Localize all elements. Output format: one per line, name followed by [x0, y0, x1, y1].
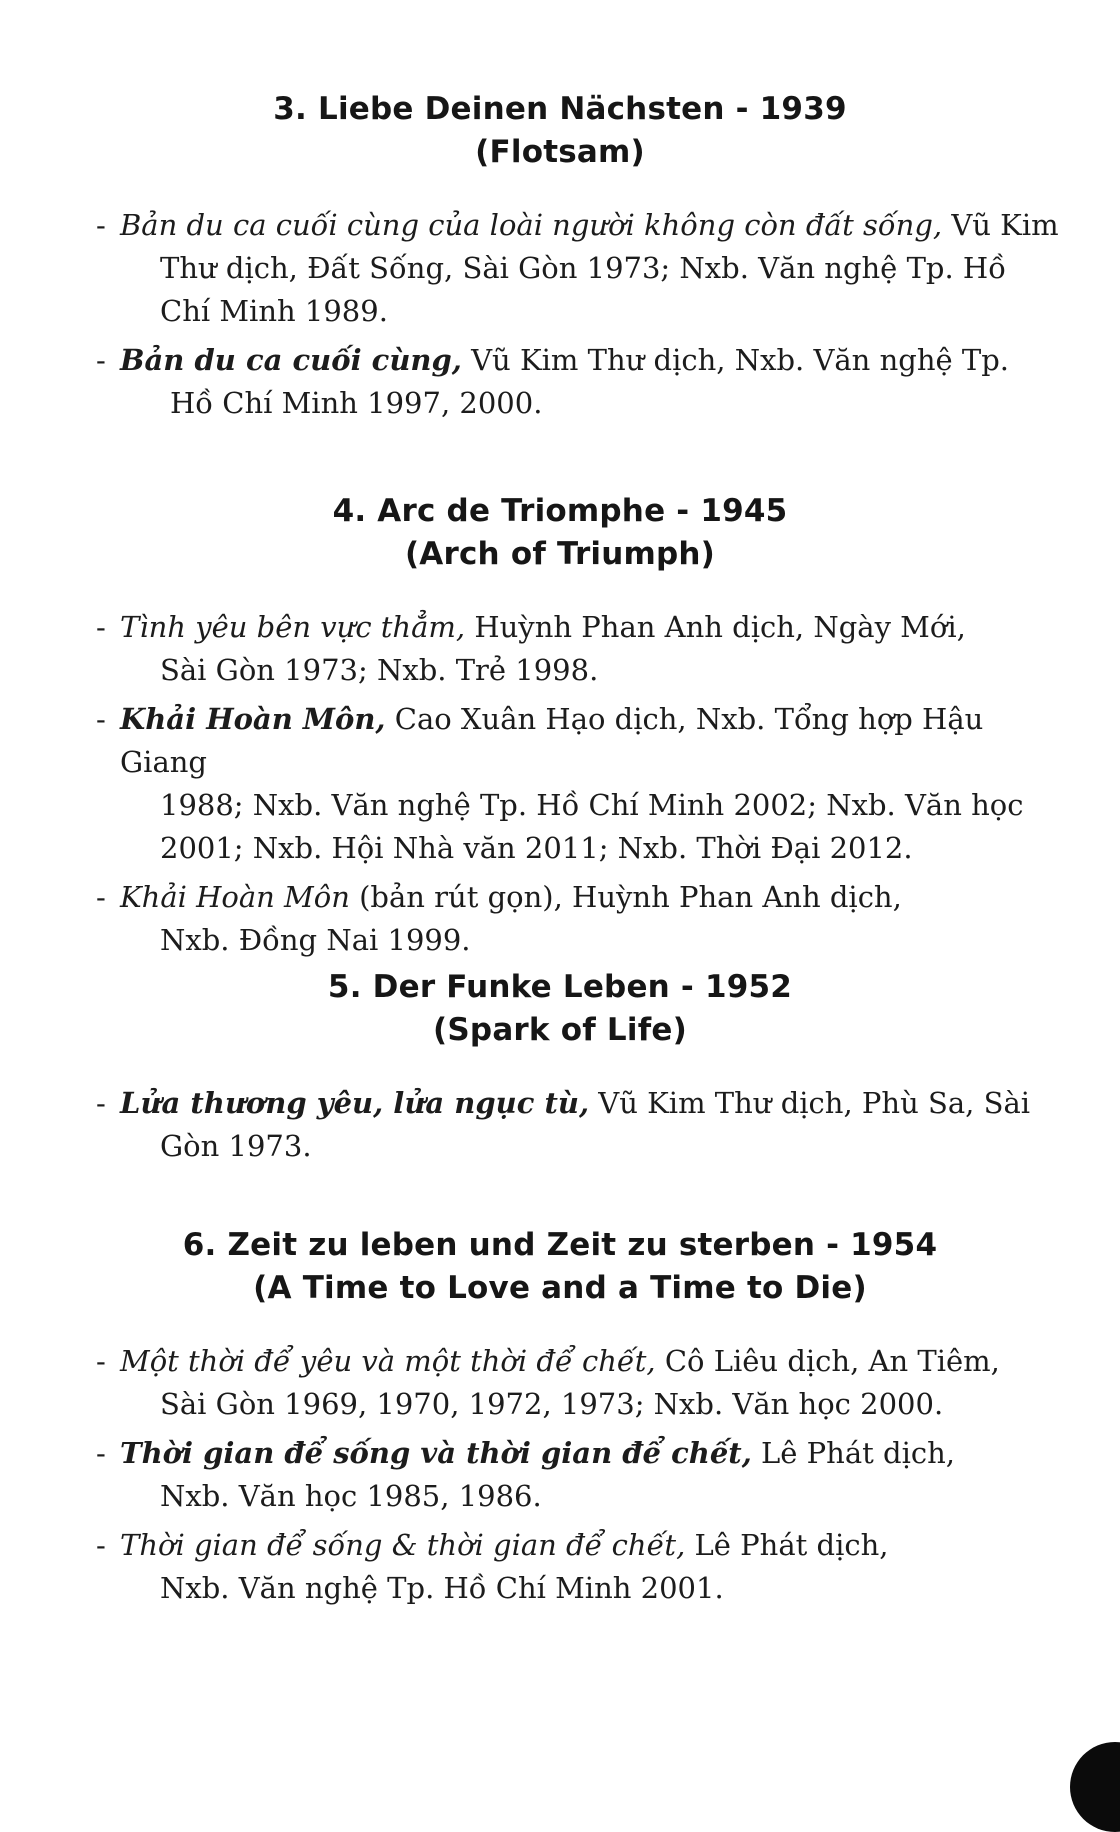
list-dash: -: [96, 208, 106, 242]
list-dash: -: [96, 1528, 106, 1562]
entry-text: Lê Phát dịch,: [685, 1528, 889, 1562]
entry-text: Vũ Kim: [942, 208, 1059, 242]
entry-title: Bản du ca cuối cùng của loài người không còn đất sống,: [120, 208, 943, 242]
translation-entry: [0, 1340, 1060, 1426]
heading-english-title: (Spark of Life): [433, 1012, 687, 1048]
entry-first-line: [120, 876, 1060, 919]
translation-entry: [0, 339, 1060, 425]
section-heading: [0, 88, 1120, 174]
entry-title: Lửa thương yêu, lửa ngục tù,: [120, 1086, 590, 1120]
list-dash: -: [96, 1436, 106, 1470]
list-dash: -: [96, 1086, 106, 1120]
entry-first-line: [120, 1524, 1060, 1567]
entry-text: Gòn 1973.: [160, 1129, 312, 1163]
list-dash: -: [96, 343, 106, 377]
entry-first-line: [120, 606, 1060, 649]
entry-text: Huỳnh Phan Anh dịch, Ngày Mới,: [465, 610, 966, 644]
translation-list: [0, 606, 1120, 962]
section-6: [0, 1224, 1120, 1616]
heading-english-title: (A Time to Love and a Time to Die): [253, 1270, 867, 1306]
entry-text: Nxb. Đồng Nai 1999.: [160, 923, 471, 957]
list-dash: -: [96, 702, 106, 736]
section-heading: [0, 966, 1120, 1052]
section-heading: [0, 490, 1120, 576]
entry-text: Cô Liêu dịch, An Tiêm,: [655, 1344, 1000, 1378]
entry-text: Cao Xuân Hạo dịch, Nxb. Tổng hợp Hậu Giang: [120, 702, 984, 779]
translation-entry: [0, 1432, 1060, 1518]
entry-text: Sài Gòn 1969, 1970, 1972, 1973; Nxb. Văn học 2000.: [160, 1387, 944, 1421]
heading-english-title: (Flotsam): [475, 134, 645, 170]
page-corner-shadow: [1070, 1742, 1120, 1832]
heading-original-title: 5. Der Funke Leben - 1952: [327, 969, 793, 1005]
entry-first-line: [120, 204, 1060, 247]
entry-title: Một thời để yêu và một thời để chết,: [120, 1344, 656, 1378]
entry-first-line: [120, 1082, 1060, 1125]
list-dash: -: [96, 610, 106, 644]
section-heading: [0, 1224, 1120, 1310]
entry-first-line: [120, 339, 1060, 382]
heading-english-title: (Arch of Triumph): [404, 536, 716, 572]
list-dash: -: [96, 1344, 106, 1378]
entry-text: Thư dịch, Đất Sống, Sài Gòn 1973; Nxb. Văn nghệ Tp. Hồ: [160, 251, 1006, 285]
entry-text: 2001; Nxb. Hội Nhà văn 2011; Nxb. Thời Đại 2012.: [160, 831, 913, 865]
entry-text: (bản rút gọn), Huỳnh Phan Anh dịch,: [349, 880, 902, 914]
section-3: [0, 88, 1120, 431]
entry-text: Hồ Chí Minh 1997, 2000.: [170, 386, 543, 420]
entry-text: 1988; Nxb. Văn nghệ Tp. Hồ Chí Minh 2002; Nxb. Văn học: [160, 788, 1024, 822]
translation-list: [0, 1340, 1120, 1610]
entry-text: Vũ Kim Thư dịch, Phù Sa, Sài: [589, 1086, 1031, 1120]
entry-title: Bản du ca cuối cùng,: [120, 343, 462, 377]
entry-first-line: [120, 1432, 1060, 1475]
translation-entry: [0, 1524, 1060, 1610]
translation-list: [0, 204, 1120, 425]
entry-title: Khải Hoàn Môn: [120, 880, 350, 914]
translation-entry: [0, 876, 1060, 962]
entry-text: Lê Phát dịch,: [751, 1436, 955, 1470]
entry-title: Tình yêu bên vực thẳm,: [120, 610, 466, 644]
translation-entry: [0, 204, 1060, 333]
heading-original-title: 6. Zeit zu leben und Zeit zu sterben - 1954: [182, 1227, 938, 1263]
list-dash: -: [96, 880, 106, 914]
translation-entry: [0, 698, 1060, 870]
entry-text: Vũ Kim Thư dịch, Nxb. Văn nghệ Tp.: [461, 343, 1009, 377]
entry-text: Sài Gòn 1973; Nxb. Trẻ 1998.: [160, 653, 599, 687]
translation-entry: [0, 1082, 1060, 1168]
entry-first-line: [120, 698, 1060, 784]
translation-list: [0, 1082, 1120, 1168]
heading-original-title: 4. Arc de Triomphe - 1945: [332, 493, 788, 529]
entry-text: Nxb. Văn nghệ Tp. Hồ Chí Minh 2001.: [160, 1571, 724, 1605]
translation-entry: [0, 606, 1060, 692]
heading-original-title: 3. Liebe Deinen Nächsten - 1939: [273, 91, 847, 127]
entry-title: Khải Hoàn Môn,: [120, 702, 386, 736]
entry-first-line: [120, 1340, 1060, 1383]
entry-title: Thời gian để sống & thời gian để chết,: [120, 1528, 686, 1562]
section-5: [0, 966, 1120, 1174]
section-4: [0, 490, 1120, 968]
entry-text: Chí Minh 1989.: [160, 294, 388, 328]
entry-text: Nxb. Văn học 1985, 1986.: [160, 1479, 542, 1513]
entry-title: Thời gian để sống và thời gian để chết,: [120, 1436, 752, 1470]
